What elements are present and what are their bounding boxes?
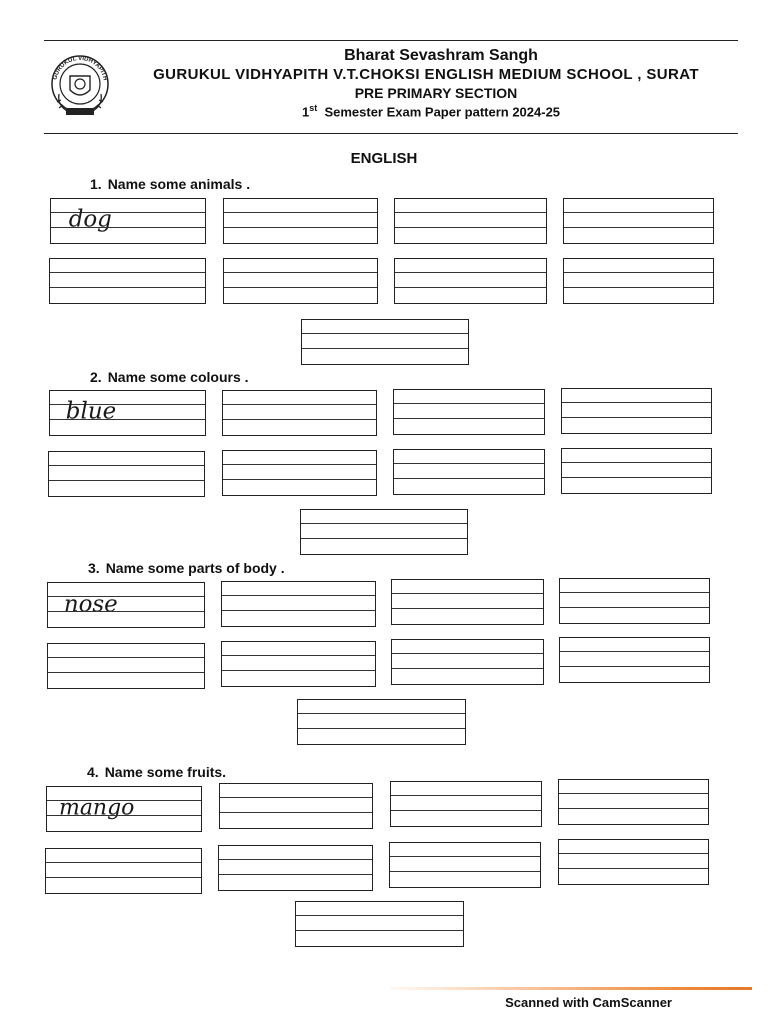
answer-box[interactable] [300,509,468,555]
answer-box[interactable] [221,581,376,627]
answer-box[interactable] [393,449,545,495]
answer-box[interactable] [389,842,541,888]
answer-box[interactable] [558,779,709,825]
svg-text:GURUKUL VIDHYAPITH: GURUKUL VIDHYAPITH [52,55,108,82]
exam-title: 1st Semester Exam Paper pattern 2024-25 [301,103,561,120]
answer-box[interactable] [393,389,545,435]
school-name: GURUKUL VIDHYAPITH V.T.CHOKSI ENGLISH MEDIUM SCHOOL , SURAT [153,66,699,83]
answer-box[interactable] [390,781,542,827]
answer-box-filled[interactable] [47,582,205,628]
section-name: PRE PRIMARY SECTION [354,85,518,101]
handwritten-example [47,787,201,831]
answer-box[interactable] [219,783,373,829]
question-2: 2. Name some colours . [90,369,249,385]
svg-text:mango: mango [58,795,135,821]
answer-box-filled[interactable] [49,390,206,436]
answer-box[interactable] [222,390,377,436]
answer-box[interactable] [563,258,714,304]
answer-box[interactable] [391,639,544,685]
question-4: 4. Name some fruits. [87,764,227,780]
answer-box[interactable] [394,198,547,244]
answer-box[interactable] [563,198,714,244]
school-logo-icon [47,44,113,124]
answer-box[interactable] [559,637,710,683]
answer-box[interactable] [48,451,205,497]
handwritten-example [51,199,205,243]
answer-box[interactable] [297,699,466,745]
answer-box[interactable] [559,578,710,624]
answer-box[interactable] [301,319,469,365]
answer-box[interactable] [222,450,377,496]
question-3: 3. Name some parts of body . [88,560,285,576]
answer-box[interactable] [394,258,547,304]
answer-box[interactable] [218,845,373,891]
answer-box[interactable] [561,448,712,494]
svg-text:blue: blue [65,398,117,425]
answer-box[interactable] [391,579,544,625]
document-header [44,40,738,134]
question-1: 1. Name some animals . [90,176,251,192]
subject-title: ENGLISH [350,150,418,167]
scanner-watermark: Scanned with CamScanner [505,995,672,1010]
answer-box[interactable] [223,258,378,304]
answer-box[interactable] [49,258,206,304]
svg-text:nose: nose [63,591,118,618]
answer-box[interactable] [295,901,464,947]
answer-box[interactable] [561,388,712,434]
handwritten-example [50,391,205,435]
answer-box[interactable] [558,839,709,885]
answer-box[interactable] [221,641,376,687]
organization-name: Bharat Sevashram Sangh [344,47,538,64]
answer-box[interactable] [45,848,202,894]
answer-box-filled[interactable] [46,786,202,832]
answer-box[interactable] [223,198,378,244]
answer-box[interactable] [47,643,205,689]
handwritten-example [48,583,204,627]
scanner-bar [390,987,752,990]
answer-box-filled[interactable] [50,198,206,244]
svg-text:dog: dog [68,206,112,233]
